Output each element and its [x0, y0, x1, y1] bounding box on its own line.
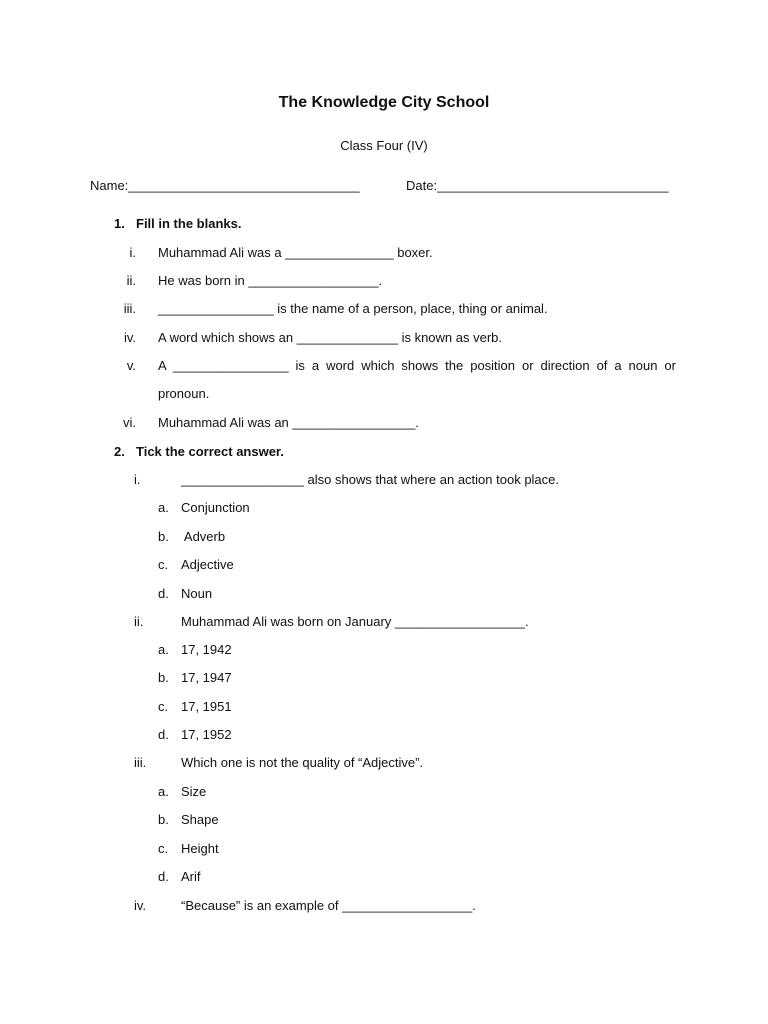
date-field: Date:________________________________ — [406, 178, 669, 193]
option-letter: a. — [158, 784, 169, 799]
item-number: iii. — [123, 301, 136, 316]
option-text: Height — [181, 841, 219, 856]
option-text: 17, 1952 — [181, 727, 232, 742]
question-text: Which one is not the quality of “Adjective”. — [181, 755, 424, 770]
option-letter: b. — [158, 529, 169, 544]
question-text: _________________ also shows that where an action took place. — [181, 472, 560, 487]
item-number: i. — [129, 245, 136, 260]
option-text: Conjunction — [181, 500, 250, 515]
fill-blank-item: A ________________ is a word which shows the position or direction of a noun or — [158, 358, 676, 373]
section-number: 1. — [114, 216, 125, 231]
fill-blank-item: A word which shows an ______________ is known as verb. — [158, 330, 502, 345]
option-letter: b. — [158, 812, 169, 827]
section-heading: Tick the correct answer. — [136, 444, 284, 459]
question-number: ii. — [134, 614, 144, 629]
option-text: Noun — [181, 586, 213, 601]
section-heading: Fill in the blanks. — [136, 216, 242, 231]
item-number: ii. — [126, 273, 136, 288]
option-letter: c. — [158, 699, 169, 714]
fill-blank-item-continuation: pronoun. — [158, 386, 210, 401]
option-letter: d. — [158, 869, 169, 884]
fill-blank-item: Muhammad Ali was a _______________ boxer. — [158, 245, 433, 260]
fill-blank-item: ________________ is the name of a person, place, thing or animal. — [158, 301, 548, 316]
option-text: 17, 1942 — [181, 642, 232, 657]
option-text: Adverb — [181, 529, 226, 544]
option-letter: d. — [158, 727, 169, 742]
question-text: “Because” is an example of __________________. — [181, 898, 476, 913]
option-letter: a. — [158, 642, 169, 657]
section-number: 2. — [114, 444, 125, 459]
fill-blank-item: He was born in __________________. — [158, 273, 383, 288]
item-number: iv. — [123, 330, 136, 345]
option-text: Shape — [181, 812, 219, 827]
school-title: The Knowledge City School — [278, 94, 490, 111]
option-text: Adjective — [181, 557, 234, 572]
option-text: Arif — [181, 869, 201, 884]
option-letter: d. — [158, 586, 169, 601]
option-text: 17, 1947 — [181, 670, 232, 685]
option-text: Size — [181, 784, 207, 799]
class-label: Class Four (IV) — [340, 138, 428, 153]
item-number: v. — [126, 358, 136, 373]
item-number: vi. — [123, 415, 136, 430]
question-number: i. — [134, 472, 141, 487]
question-number: iii. — [134, 755, 147, 770]
option-letter: c. — [158, 557, 169, 572]
option-letter: a. — [158, 500, 169, 515]
option-text: 17, 1951 — [181, 699, 232, 714]
option-letter: b. — [158, 670, 169, 685]
fill-blank-item: Muhammad Ali was an _________________. — [158, 415, 419, 430]
name-field: Name:________________________________ — [90, 178, 360, 193]
question-number: iv. — [134, 898, 147, 913]
option-letter: c. — [158, 841, 169, 856]
question-text: Muhammad Ali was born on January __________________. — [181, 614, 529, 629]
